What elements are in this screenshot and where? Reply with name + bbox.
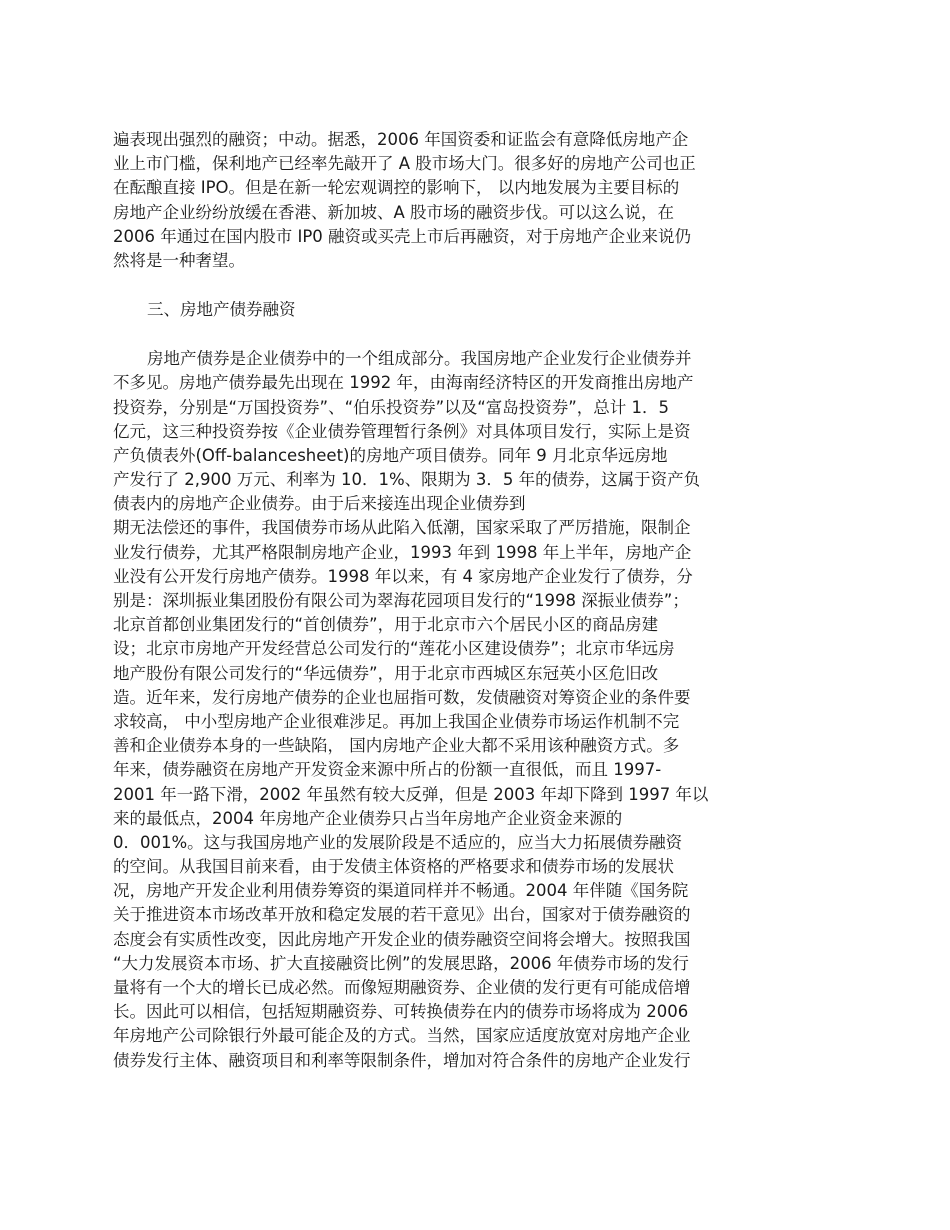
text-line: 2006 年通过在国内股市 IP0 融资或买壳上市后再融资，对于房地产企业来说仍 xyxy=(113,226,692,246)
text-line: 年房地产公司除银行外最可能企及的方式。当然，国家应适度放宽对房地产企业 xyxy=(113,1026,691,1046)
paragraph-1 xyxy=(113,128,773,273)
text-line: 不多见。房地产债券最先出现在 1992 年，由海南经济特区的开发商推出房地产 xyxy=(113,373,694,393)
text-line: 业上市门槛，保利地产已经率先敲开了 A 股市场大门。很多好的房地产公司也正 xyxy=(113,154,696,174)
text-line: 2001 年一路下滑，2002 年虽然有较大反弹，但是 2003 年却下降到 1997 年以 xyxy=(113,784,709,804)
text-line: 期无法偿还的事件，我国债券市场从此陷入低潮，国家采取了严厉措施，限制企 xyxy=(113,518,691,538)
text-line: 关于推进资本市场改革开放和稳定发展的若干意见》出台，国家对于债券融资的 xyxy=(113,905,691,925)
text-line: 业发行债券，尤其严格限制房地产企业，1993 年到 1998 年上半年，房地产企 xyxy=(113,542,692,562)
text-line: 地产股份有限公司发行的“华远债券”，用于北京市西城区东冠英小区危旧改 xyxy=(113,663,659,683)
text-line: 房地产企业纷纷放缓在香港、新加坡、A 股市场的融资步伐。可以这么说，在 xyxy=(113,202,675,222)
spacer xyxy=(113,322,773,347)
text-line: 长。因此可以相信，包括短期融资券、可转换债券在内的债券市场将成为 2006 xyxy=(113,1002,689,1022)
text-line: 产发行了 2,900 万元、利率为 10．1%、限期为 3．5 年的债券，这属于资产负 xyxy=(113,470,701,490)
spacer xyxy=(113,273,773,298)
text-line: 债券发行主体、融资项目和利率等限制条件，增加对符合条件的房地产企业发行 xyxy=(113,1050,691,1070)
text-line: 0．001%。这与我国房地产业的发展阶段是不适应的，应当大力拓展债券融资 xyxy=(113,832,683,852)
text-line: 然将是一种奢望。 xyxy=(113,250,245,270)
text-line: 业没有公开发行房地产债券。1998 年以来，有 4 家房地产企业发行了债券，分 xyxy=(113,566,693,586)
text-line: 房地产债券是企业债券中的一个组成部分。我国房地产企业发行企业债券并 xyxy=(147,349,692,369)
document-page xyxy=(113,128,773,1073)
text-line: 态度会有实质性改变，因此房地产开发企业的债券融资空间将会增大。按照我国 xyxy=(113,929,691,949)
text-line: 亿元，这三种投资券按《企业债券管理暂行条例》对具体项目发行，实际上是资 xyxy=(113,421,691,441)
section-heading: 三、房地产债券融资 xyxy=(147,300,296,320)
text-line: 量将有一个大的增长已成必然。而像短期融资券、企业债的发行更有可能成倍增 xyxy=(113,978,691,997)
text-line: 北京首都创业集团发行的“首创债券”，用于北京市六个居民小区的商品房建 xyxy=(113,615,659,635)
text-line: 求较高， 中小型房地产企业很难涉足。再加上我国企业债券市场运作机制不完 xyxy=(113,711,680,731)
text-line: 善和企业债券本身的一些缺陷， 国内房地产企业大都不采用该种融资方式。多 xyxy=(113,736,680,756)
text-line: 在酝酿直接 IPO。但是在新一轮宏观调控的影响下， 以内地发展为主要目标的 xyxy=(113,178,680,198)
text-line: 产负债表外(Off-balancesheet)的房地产项目债券。同年 9 月北京华远房地 xyxy=(113,445,668,465)
paragraph-2 xyxy=(113,347,773,1073)
text-line: 来的最低点，2004 年房地产企业债券只占当年房地产企业资金来源的 xyxy=(113,808,623,828)
text-line: “大力发展资本市场、扩大直接融资比例”的发展思路，2006 年债券市场的发行 xyxy=(113,953,689,973)
text-line: 造。近年来，发行房地产债券的企业也屈指可数，发债融资对筹资企业的条件要 xyxy=(113,687,691,707)
text-line: 投资券，分别是“万国投资券”、“伯乐投资券”以及“富岛投资券”，总计 1．5 xyxy=(113,397,670,417)
text-line: 的空间。从我国目前来看，由于发债主体资格的严格要求和债券市场的发展状 xyxy=(113,857,674,877)
text-line: 别是：深圳振业集团股份有限公司为翠海花园项目发行的“1998 深振业债券”； xyxy=(113,591,689,610)
text-line: 遍表现出强烈的融资；中动。据悉，2006 年国资委和证监会有意降低房地产企 xyxy=(113,130,689,149)
text-line: 设；北京市房地产开发经营总公司发行的“莲花小区建设债券”；北京市华远房 xyxy=(113,639,675,659)
text-line: 债表内的房地产企业债券。由于后来接连出现企业债券到 xyxy=(113,494,526,514)
text-line: 况，房地产开发企业利用债券筹资的渠道同样并不畅通。2004 年伴随《国务院 xyxy=(113,881,689,901)
text-line: 年来，债券融资在房地产开发资金来源中所占的份额一直很低，而且 1997- xyxy=(113,760,662,780)
